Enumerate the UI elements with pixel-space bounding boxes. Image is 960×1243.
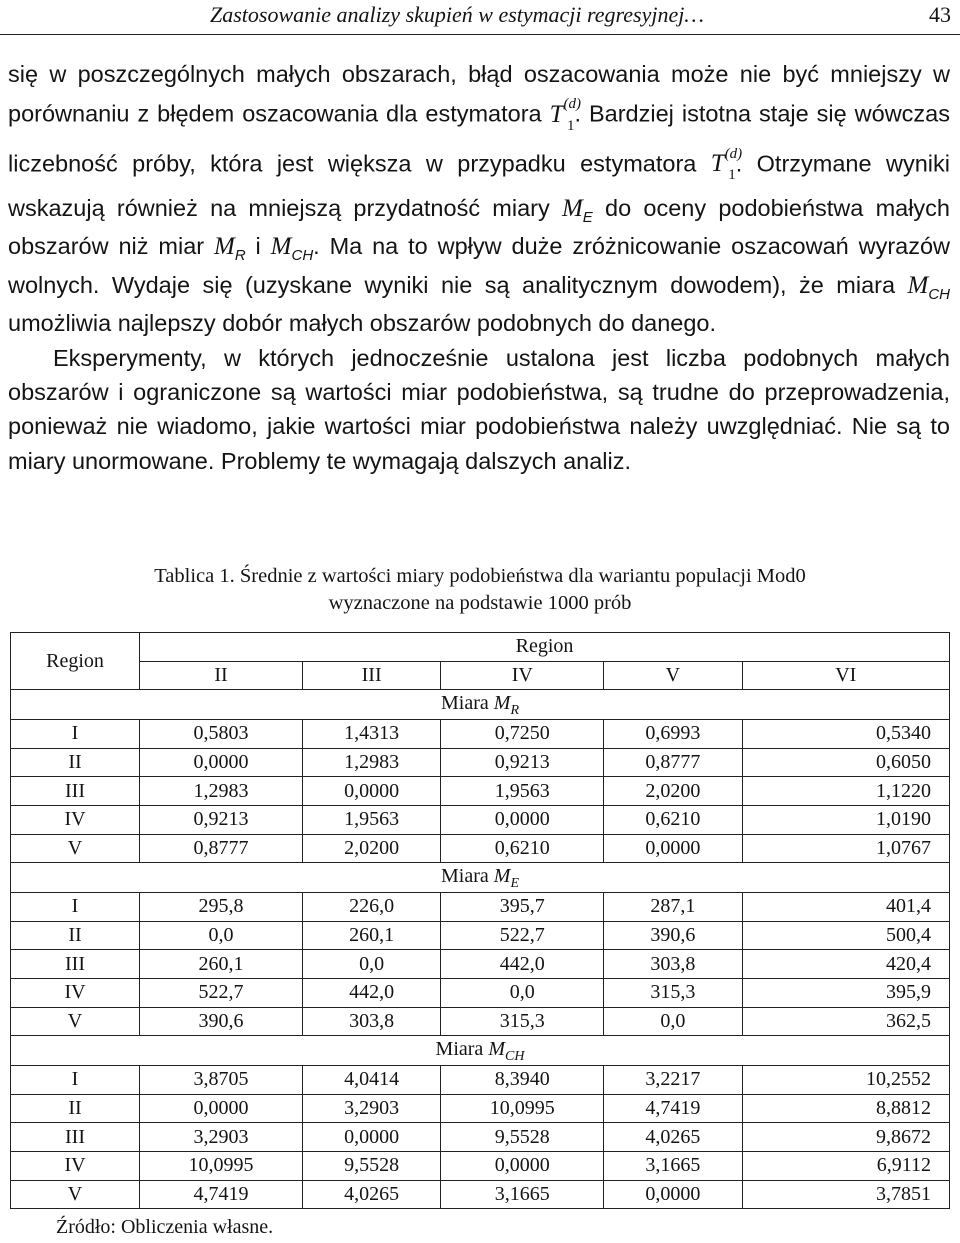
table-cell: 0,0000 <box>302 1123 440 1152</box>
table-cell: 0,0000 <box>302 777 440 806</box>
table-cell: 0,8777 <box>604 748 742 777</box>
table-cell: 0,5803 <box>140 720 303 749</box>
table-cell: 442,0 <box>302 978 440 1007</box>
table-cell: 4,0414 <box>302 1066 440 1095</box>
table-cell: 0,9213 <box>441 748 604 777</box>
row-label: II <box>11 921 140 950</box>
estimator-symbol: $T^{(d)}_1$ <box>710 146 743 184</box>
table-cell: 4,7419 <box>604 1094 742 1123</box>
column-header: V <box>604 661 742 690</box>
measure-symbol: M <box>270 233 292 261</box>
group-header: Region <box>140 633 950 662</box>
text-run: . Ma na to wpływ duże zróżnicowanie oszacowań wyrazów wolnych. Wydaje się (uzyskane wyniki nie są analitycznym dowodem), że miara <box>8 233 950 298</box>
table-row <box>11 1123 950 1152</box>
table-cell: 442,0 <box>441 950 604 979</box>
table-cell: 1,0767 <box>742 834 949 863</box>
row-label: I <box>11 720 140 749</box>
text-run: do oceny podobieństwa małych obszarów niż miar <box>8 194 951 260</box>
section-row <box>11 863 950 893</box>
measure-symbol: M <box>213 233 235 261</box>
table-cell: 390,6 <box>604 921 742 950</box>
measure-symbol: M <box>907 271 929 299</box>
table-cell: 0,0 <box>302 950 440 979</box>
table-row <box>11 748 950 777</box>
table-cell: 0,0 <box>441 978 604 1007</box>
table-cell: 3,1665 <box>604 1151 742 1180</box>
table-cell: 4,0265 <box>302 1180 440 1209</box>
table-cell: 0,0000 <box>140 1094 303 1123</box>
table-cell: 295,8 <box>140 893 303 922</box>
section-row <box>11 690 950 720</box>
table-cell: 226,0 <box>302 893 440 922</box>
table-header-row <box>11 633 950 662</box>
table-cell: 303,8 <box>604 950 742 979</box>
table-cell: 0,6210 <box>441 834 604 863</box>
table-cell: 1,2983 <box>302 748 440 777</box>
table-cell: 0,0000 <box>441 1151 604 1180</box>
row-label: V <box>11 1180 140 1209</box>
running-title: Zastosowanie analizy skupień w estymacji regresyjnej… <box>210 2 704 27</box>
table-cell: 260,1 <box>140 950 303 979</box>
text-run: . Bardziej istotna staje się wówczas liczebność próby, która jest większa w przypadku estymatora <box>8 100 950 177</box>
column-header: III <box>302 661 440 690</box>
column-header: VI <box>742 661 949 690</box>
table-row <box>11 1180 950 1209</box>
row-label: IV <box>11 978 140 1007</box>
table-cell: 390,6 <box>140 1007 303 1036</box>
text-run: . Otrzymane wyniki wskazują również na mniejszą przydatność miary <box>8 150 950 221</box>
table-cell: 3,1665 <box>441 1180 604 1209</box>
body-text <box>8 57 950 478</box>
row-label: I <box>11 1066 140 1095</box>
table-cell: 0,0000 <box>604 1180 742 1209</box>
table-cell: 6,9112 <box>742 1151 949 1180</box>
table-row <box>11 1066 950 1095</box>
paragraph: się w poszczególnych małych obszarach, błąd oszacowania może nie być mniejszy w porównaniu z błędem oszacowania dla estymatora $T^{(d)}_1$. Bardziej istotna staje się wówczas liczebność próby, która jest większa w przypadku estymatora $T^{(d)}_1$. Otrzymane wyniki wskazują również na mniejszą przydatność miary $M_E$ do oceny podobieństwa małych obszarów niż miar $M_R$ i $M_{CH}$. Ma na to wpływ duże zróżnicowanie oszacowań wyrazów wolnych. Wydaje się (uzyskane wyniki nie są analitycznym dowodem), że miara $M_{CH}$ umożliwia najlepszy dobór małych obszarów podobnych do danego. <box>8 61 951 337</box>
text-run: umożliwia najlepszy dobór małych obszarów podobnych do danego. <box>8 310 717 337</box>
paragraph: Eksperymenty, w których jednocześnie ustalona jest liczba podobnych małych obszarów i ograniczone są wartości miar podobieństwa, są trudne do przeprowadzenia, ponieważ nie wiadomo, jakie wartości miar podobieństwa należy uwzględniać. Nie są to miary unormowane. Problemy te wymagają dalszych analiz. <box>8 344 950 474</box>
table-cell: 303,8 <box>302 1007 440 1036</box>
table-cell: 287,1 <box>604 893 742 922</box>
table-row <box>11 777 950 806</box>
table-cell: 10,2552 <box>742 1066 949 1095</box>
table-row <box>11 720 950 749</box>
column-header: IV <box>441 661 604 690</box>
data-table <box>10 632 950 1209</box>
table-cell: 315,3 <box>441 1007 604 1036</box>
text-run: się w poszczególnych małych obszarach, błąd oszacowania może nie być mniejszy w porównaniu z błędem oszacowania dla estymatora <box>8 61 950 127</box>
table-cell: 0,5340 <box>742 720 949 749</box>
table-cell: 522,7 <box>441 921 604 950</box>
table-cell: 0,7250 <box>441 720 604 749</box>
table-cell: 9,5528 <box>302 1151 440 1180</box>
table-cell: 0,9213 <box>140 805 303 834</box>
row-label: V <box>11 1007 140 1036</box>
table-cell: 0,0 <box>140 921 303 950</box>
row-label: II <box>11 1094 140 1123</box>
table-cell: 0,8777 <box>140 834 303 863</box>
table-cell: 0,6050 <box>742 748 949 777</box>
table-cell: 8,8812 <box>742 1094 949 1123</box>
table-cell: 522,7 <box>140 978 303 1007</box>
row-label: V <box>11 834 140 863</box>
measure-symbol: M <box>561 194 583 222</box>
table-cell: 1,9563 <box>441 777 604 806</box>
page-header <box>0 0 960 35</box>
table-cell: 401,4 <box>742 893 949 922</box>
table-cell: 0,0 <box>604 1007 742 1036</box>
table-cell: 3,8705 <box>140 1066 303 1095</box>
table-cell: 3,7851 <box>742 1180 949 1209</box>
table-cell: 1,1220 <box>742 777 949 806</box>
table-cell: 395,7 <box>441 893 604 922</box>
row-label: I <box>11 893 140 922</box>
table-cell: 10,0995 <box>140 1151 303 1180</box>
table-cell: 3,2217 <box>604 1066 742 1095</box>
table-caption: Tablica 1. Średnie z wartości miary podobieństwa dla wariantu populacji Mod0 wyznaczone na podstawie 1000 prób <box>154 565 806 614</box>
row-label: III <box>11 1123 140 1152</box>
row-header: Region <box>11 633 140 690</box>
text-run: i <box>245 233 271 260</box>
table-cell: 1,4313 <box>302 720 440 749</box>
table-row <box>11 1007 950 1036</box>
table-cell: 362,5 <box>742 1007 949 1036</box>
table-cell: 315,3 <box>604 978 742 1007</box>
table-cell: 3,2903 <box>140 1123 303 1152</box>
row-label: III <box>11 950 140 979</box>
row-label: II <box>11 748 140 777</box>
table-cell: 3,2903 <box>302 1094 440 1123</box>
table-cell: 1,2983 <box>140 777 303 806</box>
table-cell: 9,8672 <box>742 1123 949 1152</box>
table-row <box>11 834 950 863</box>
table-cell: 0,0000 <box>140 748 303 777</box>
table-cell: 8,3940 <box>441 1066 604 1095</box>
table-cell: 395,9 <box>742 978 949 1007</box>
table-cell: 260,1 <box>302 921 440 950</box>
column-header: II <box>140 661 303 690</box>
table-cell: 420,4 <box>742 950 949 979</box>
section-row <box>11 1036 950 1066</box>
table-cell: 2,0200 <box>604 777 742 806</box>
table-row <box>11 893 950 922</box>
column-header-row <box>11 661 950 690</box>
table-cell: 0,6993 <box>604 720 742 749</box>
table-cell: 1,9563 <box>302 805 440 834</box>
table-row <box>11 978 950 1007</box>
table-row <box>11 950 950 979</box>
table-cell: 4,0265 <box>604 1123 742 1152</box>
table-cell: 0,6210 <box>604 805 742 834</box>
table-row <box>11 1094 950 1123</box>
section-label: Miara $M_E$ <box>11 863 950 893</box>
table-cell: 500,4 <box>742 921 949 950</box>
estimator-symbol: $T^{(d)}_1$ <box>549 96 581 134</box>
table-cell: 0,0000 <box>604 834 742 863</box>
source-note: Źródło: Obliczenia własne. <box>56 1216 274 1238</box>
table-cell: 9,5528 <box>441 1123 604 1152</box>
table-cell: 0,0000 <box>441 805 604 834</box>
row-label: IV <box>11 1151 140 1180</box>
section-label: Miara $M_{CH}$ <box>11 1036 950 1066</box>
row-label: III <box>11 777 140 806</box>
table-cell: 1,0190 <box>742 805 949 834</box>
row-label: IV <box>11 805 140 834</box>
section-label: Miara $M_R$ <box>11 690 950 720</box>
table-row <box>11 1151 950 1180</box>
table-cell: 2,0200 <box>302 834 440 863</box>
table-row <box>11 921 950 950</box>
table-body <box>11 690 950 1209</box>
table-cell: 4,7419 <box>140 1180 303 1209</box>
page-number: 43 <box>929 2 951 27</box>
table-row <box>11 805 950 834</box>
table-cell: 10,0995 <box>441 1094 604 1123</box>
